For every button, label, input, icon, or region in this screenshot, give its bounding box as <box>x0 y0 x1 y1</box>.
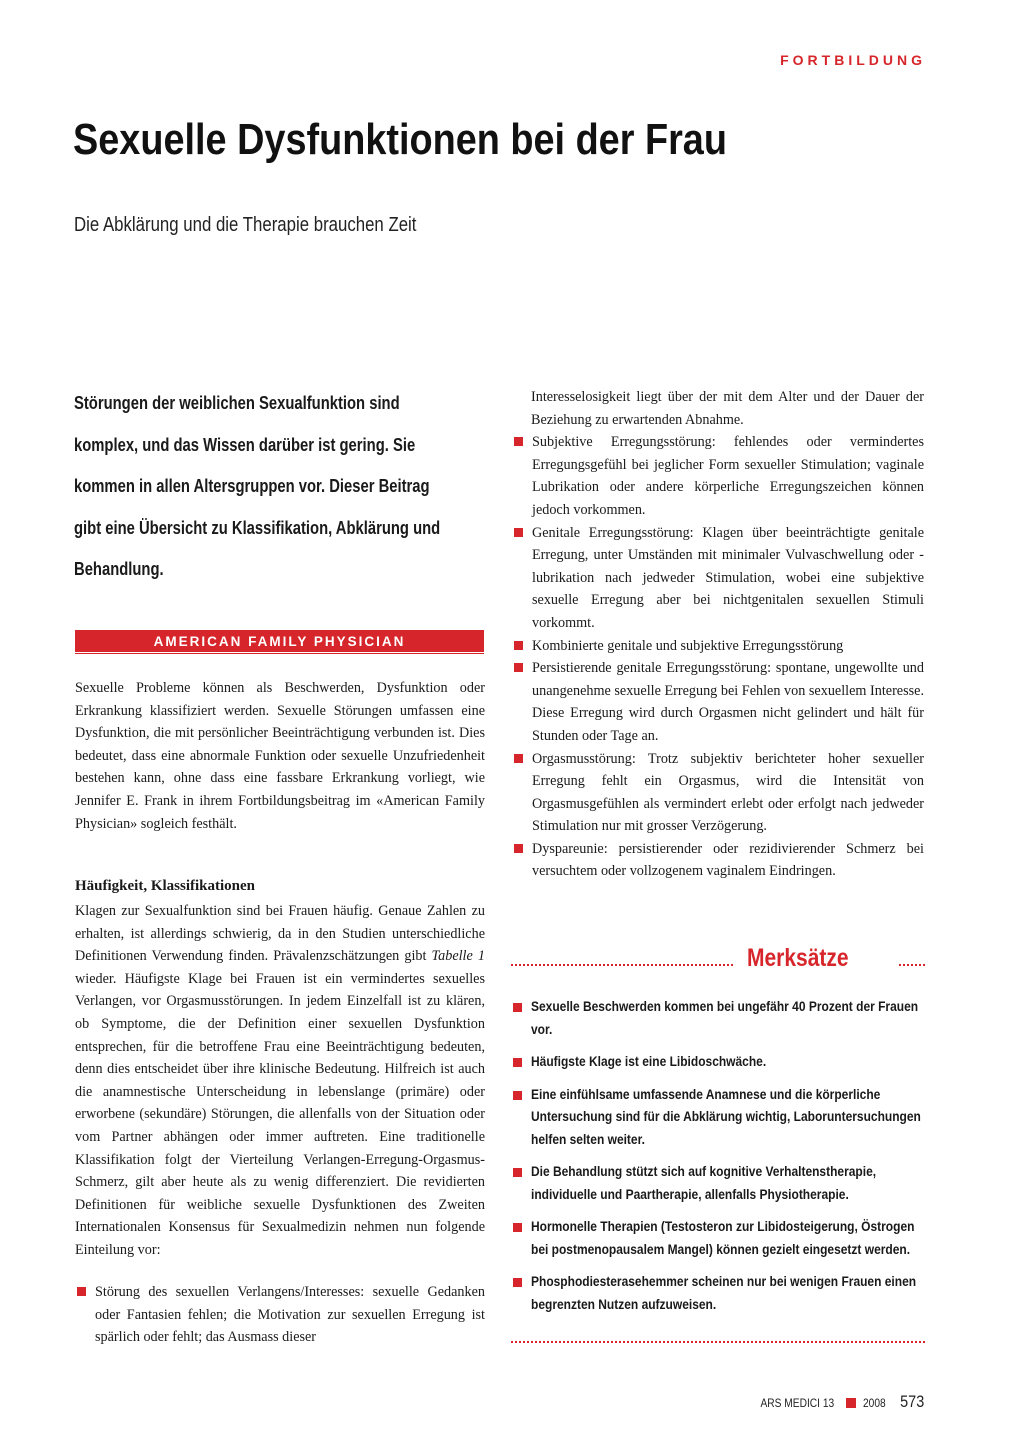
page-number: 573 <box>899 1392 924 1411</box>
table-reference: Tabelle 1 <box>431 948 485 965</box>
intro-paragraph: Sexuelle Probleme können als Beschwerden, Dysfunktion oder Erkrankung klassifiziert werden. Sexuelle Störungen umfassen eine Dysfunktion, die mit persönlicher Beeinträchtigung verbunden ist. Dies bedeutet, dass eine abnormale Funktion oder sexuelle Unzufriedenheit bestehen kann, ohne dass eine fassbare Erkrankung vorliegt, wie Jennifer E. Frank in ihrem Fortbildungsbeitrag im «American Family Physician» sogleich festhält. <box>75 680 485 832</box>
merksatz-item <box>511 1051 925 1074</box>
classification-list-left <box>75 1281 485 1349</box>
publication-year: 2008 <box>862 1396 886 1410</box>
bullet-square-icon <box>514 754 523 763</box>
section-heading: Häufigkeit, Klassifikationen <box>75 878 256 894</box>
bullet-square-icon <box>513 1278 522 1287</box>
bullet-square-icon <box>514 844 523 853</box>
list-item-text: Orgasmusstörung: Trotz subjektiv berichteter hoher sexueller Erregung fehlt ein Orgasmus, wird die Intensität von Orgasmusgefühlen als vermindert erlebt oder erfolgt nach jedweder Stimulation nur mit grosser Verzögerung. <box>532 750 924 835</box>
merksatz-item <box>511 1084 925 1152</box>
bullet-square-icon <box>513 1058 522 1067</box>
merksatz-text: Die Behandlung stützt sich auf kognitive Verhaltenstherapie, individuelle und Paartherapie, allenfalls Physiotherapie. <box>531 1164 877 1203</box>
list-item <box>512 657 924 747</box>
bullet-square-icon <box>513 1003 522 1012</box>
list-item-text: Subjektive Erregungsstörung: fehlendes oder vermindertes Erregungsgefühl bei jeglicher Form sexueller Stimulation; vaginale Lubrikation oder andere körperliche Erregungszeichen können jedoch vorkommen. <box>532 434 924 518</box>
merksatz-text: Phosphodiesterasehemmer scheinen nur bei wenigen Frauen einen begrenzten Nutzen aufzuweisen. <box>531 1274 917 1313</box>
merksatz-text: Hormonelle Therapien (Testosteron zur Libidosteigerung, Östrogen bei postmenopausalem Mangel) können gezielt eingesetzt werden. <box>531 1219 915 1258</box>
right-column <box>512 386 924 883</box>
dotted-rule-bottom <box>511 1341 925 1343</box>
merksaetze-header <box>511 944 925 974</box>
dotted-rule-left <box>511 964 733 966</box>
bullet-square-icon <box>514 663 523 672</box>
merksatz-item <box>511 1161 925 1206</box>
source-banner-rule <box>75 653 484 654</box>
merksaetze-list <box>511 996 925 1326</box>
list-item-text: Persistierende genitale Erregungsstörung: spontane, ungewollte und unangenehme sexuelle Erregung bei Fehlen von sexuellem Interesse. Diese Erregung wird durch Orgasmen nicht gelindert und hält für Stunden oder Tage an. <box>532 660 924 744</box>
article-subtitle: Die Abklärung und die Therapie brauchen Zeit <box>74 214 417 236</box>
merksatz-item <box>511 1271 925 1316</box>
lead-paragraph: Störungen der weiblichen Sexualfunktion sind komplex, und das Wissen darüber ist gering. Sie kommen in allen Altersgruppen vor. Dieser Beitrag gibt eine Übersicht zu Klassifikation, Abklärung und Behandlung. <box>74 392 441 579</box>
page-footer <box>754 1392 926 1412</box>
merksatz-text: Häufigste Klage ist eine Libidoschwäche. <box>531 1054 767 1070</box>
merksatz-text: Eine einfühlsame umfassende Anamnese und die körperliche Untersuchung sind für die Abklärung wichtig, Laboruntersuchungen helfen selten weiter. <box>531 1086 921 1148</box>
list-item <box>75 1281 485 1349</box>
article-title: Sexuelle Dysfunktionen bei der Frau <box>73 115 727 164</box>
list-item <box>512 522 924 635</box>
bullet-square-icon <box>513 1223 522 1232</box>
list-continuation: Interesselosigkeit liegt über der mit dem Alter und der Dauer der Beziehung zu erwartenden Abnahme. <box>531 389 924 428</box>
list-item-text: Dyspareunie: persistierender oder rezidivierender Schmerz bei versuchtem oder vollzogenem vaginalem Eindringen. <box>532 840 924 880</box>
haeufigkeit-text-2: wieder. Häufigste Klage bei Frauen ist ein vermindertes sexuelles Verlangen, vor Orgasmusstörungen. In jedem Einzelfall ist zu klären, ob Symptome, die der Definition einer sexuellen Dysfunktion entsprechen, für die betroffene Frau eine Beeinträchtigung bedeuten, denn dies entscheidet über ihre klinische Bedeutung. Hilfreich ist auch die anamnestische Unterscheidung in lebenslange (primäre) oder erworbene (sekundäre) Störungen, die allenfalls von der Situation oder vom Partner abhängen oder immer auftreten. Eine traditionelle Klassifikation folgt der Vierteilung Verlangen-Erregung-Orgasmus-Schmerz, gilt aber heute als zu wenig differenziert. Die revidierten Definitionen für weibliche sexuelle Dysfunktionen des Zweiten Internationalen Konsensus für Sexualmedizin nehmen nun folgende Einteilung vor: <box>75 970 485 1258</box>
section-label: FORTBILDUNG <box>780 52 926 68</box>
list-item <box>512 838 924 883</box>
bullet-square-icon <box>513 1168 522 1177</box>
list-item-text: Kombinierte genitale und subjektive Erregungsstörung <box>532 637 844 654</box>
haeufigkeit-paragraph <box>75 900 485 1262</box>
list-item <box>512 431 924 521</box>
list-item-text: Genitale Erregungsstörung: Klagen über beeinträchtigte genitale Erregung, unter Umständen mit minimaler Vulvaschwellung oder -lubrikation nach jedweder Stimulation, wobei eine subjektive sexuelle Erregung aber bei nichtgenitalen sexuellen Stimuli vorkommt. <box>532 524 924 631</box>
merksaetze-title: Merksätze <box>747 944 849 972</box>
bullet-square-icon <box>514 641 523 650</box>
list-item-text: Störung des sexuellen Verlangens/Interesses: sexuelle Gedanken oder Fantasien fehlen; die Motivation zur sexuellen Erregung ist spärlich oder fehlt; das Ausmass dieser <box>95 1284 485 1346</box>
list-item <box>512 748 924 838</box>
classification-list-right <box>512 431 924 883</box>
bullet-square-icon <box>514 437 523 446</box>
merksatz-item <box>511 1216 925 1261</box>
dotted-rule-right <box>899 964 925 966</box>
list-item <box>512 635 924 658</box>
footer-square-icon <box>846 1398 856 1408</box>
publication-name: ARS MEDICI 13 <box>760 1396 835 1410</box>
haeufigkeit-text-1: Klagen zur Sexualfunktion sind bei Frauen häufig. Genaue Zahlen zu erhalten, ist allerdings schwierig, da in den Studien unterschiedliche Definitionen Verwendung finden. Prävalenzschätzungen gibt <box>75 903 485 965</box>
merksatz-text: Sexuelle Beschwerden kommen bei ungefähr 40 Prozent der Frauen vor. <box>531 999 919 1038</box>
source-banner: AMERICAN FAMILY PHYSICIAN <box>75 630 484 652</box>
bullet-square-icon <box>513 1091 522 1100</box>
bullet-square-icon <box>77 1287 86 1296</box>
merksatz-item <box>511 996 925 1041</box>
bullet-square-icon <box>514 528 523 537</box>
